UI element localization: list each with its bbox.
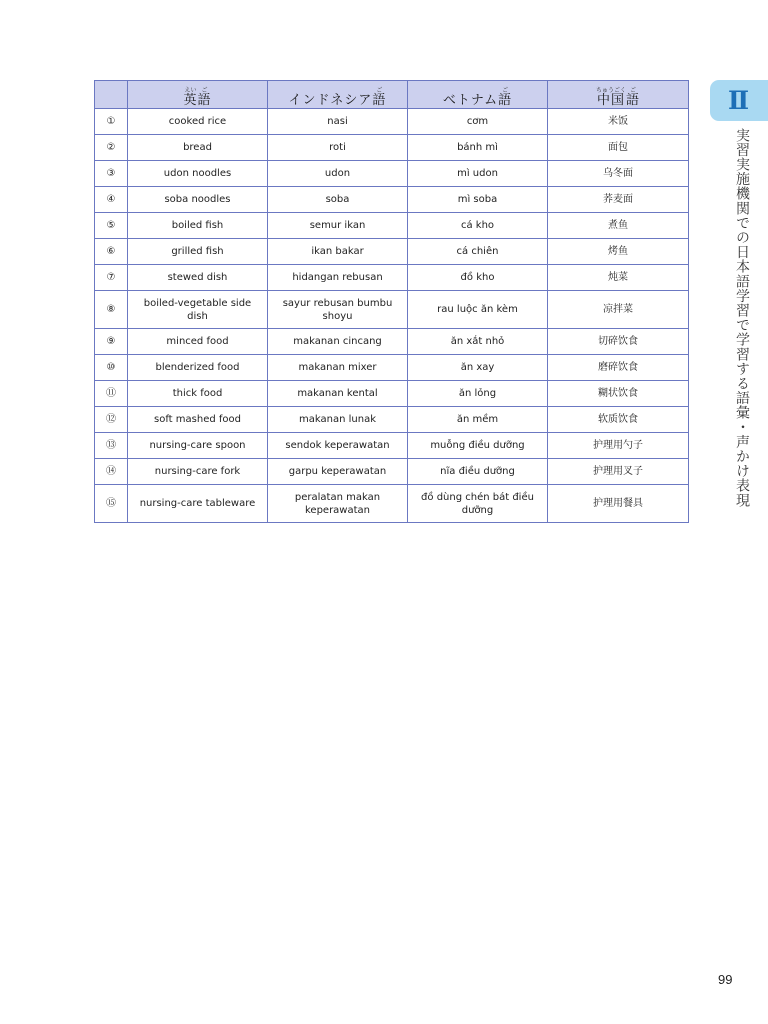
table-row [95,355,689,381]
table-row [95,135,689,161]
header-vietnamese-label: ベトナム [442,92,499,108]
cell-chinese: 软质饮食 [548,407,689,433]
vocabulary-table [94,80,689,523]
header-indonesian-go: 語 [372,92,387,108]
cell-indonesian: ikan bakar [268,239,408,265]
cell-indonesian: peralatan makan keperawatan [268,485,408,523]
cell-english: blenderized food [128,355,268,381]
cell-chinese: 荞麦面 [548,187,689,213]
header-chinese-go: 語 [626,92,641,108]
table-row [95,265,689,291]
table-row [95,161,689,187]
row-number: ⑧ [95,291,128,329]
cell-indonesian: soba [268,187,408,213]
chapter-tab [710,80,768,121]
cell-english: nursing-care tableware [128,485,268,523]
cell-chinese: 炖菜 [548,265,689,291]
cell-vietnamese: ăn mềm [408,407,548,433]
cell-english: stewed dish [128,265,268,291]
cell-indonesian: sendok keperawatan [268,433,408,459]
row-number: ⑫ [95,407,128,433]
cell-chinese: 切碎饮食 [548,329,689,355]
cell-vietnamese: đồ kho [408,265,548,291]
header-chinese [548,81,689,109]
cell-chinese: 面包 [548,135,689,161]
cell-vietnamese: cá chiên [408,239,548,265]
cell-indonesian: makanan lunak [268,407,408,433]
table-row [95,213,689,239]
header-english-char-1: 英 [183,92,198,108]
row-number: ⑨ [95,329,128,355]
table-row [95,485,689,523]
cell-chinese: 护理用勺子 [548,433,689,459]
page-number: 99 [718,972,733,987]
cell-chinese: 糊状饮食 [548,381,689,407]
header-english-char-2: 語 [197,92,212,108]
row-number: ⑩ [95,355,128,381]
cell-english: minced food [128,329,268,355]
cell-chinese: 米饭 [548,109,689,135]
header-vietnamese [408,81,548,109]
cell-vietnamese: nĩa điều dưỡng [408,459,548,485]
cell-chinese: 烤鱼 [548,239,689,265]
cell-indonesian: semur ikan [268,213,408,239]
cell-vietnamese: rau luộc ăn kèm [408,291,548,329]
table-row [95,407,689,433]
header-chinese-chars: 中国 [596,92,625,108]
row-number: ④ [95,187,128,213]
header-indonesian-label: インドネシア [288,92,373,108]
row-number: ⑮ [95,485,128,523]
header-vietnamese-go: 語 [498,92,513,108]
table-row [95,381,689,407]
cell-vietnamese: ăn xay [408,355,548,381]
cell-vietnamese: ăn xắt nhỏ [408,329,548,355]
ruby-reading: ご [502,86,509,94]
chapter-title: 実習実施機関での日本語学習で学習する語彙・声かけ表現 [734,128,750,508]
cell-english: bread [128,135,268,161]
table-row [95,187,689,213]
ruby-reading: ご [201,86,208,94]
cell-vietnamese: mì udon [408,161,548,187]
ruby-reading: ご [376,86,383,94]
cell-chinese: 护理用餐具 [548,485,689,523]
cell-english: thick food [128,381,268,407]
cell-indonesian: roti [268,135,408,161]
cell-chinese: 磨碎饮食 [548,355,689,381]
header-number [95,81,128,109]
cell-indonesian: nasi [268,109,408,135]
cell-vietnamese: muỗng điều dưỡng [408,433,548,459]
row-number: ① [95,109,128,135]
ruby-reading: ご [630,86,637,94]
cell-indonesian: garpu keperawatan [268,459,408,485]
table-row [95,291,689,329]
cell-indonesian: hidangan rebusan [268,265,408,291]
header-row [95,81,689,109]
cell-english: udon noodles [128,161,268,187]
table-row [95,109,689,135]
table-body [95,109,689,523]
cell-english: soba noodles [128,187,268,213]
cell-vietnamese: cá kho [408,213,548,239]
row-number: ⑥ [95,239,128,265]
row-number: ③ [95,161,128,187]
cell-english: grilled fish [128,239,268,265]
row-number: ⑦ [95,265,128,291]
cell-indonesian: makanan kental [268,381,408,407]
row-number: ⑪ [95,381,128,407]
cell-chinese: 护理用叉子 [548,459,689,485]
ruby-reading: えい [184,86,197,94]
cell-chinese: 凉拌菜 [548,291,689,329]
table-row [95,433,689,459]
header-english [128,81,268,109]
cell-indonesian: udon [268,161,408,187]
ruby-reading: ちゅうごく [595,86,626,94]
cell-vietnamese: cơm [408,109,548,135]
row-number: ⑬ [95,433,128,459]
cell-vietnamese: ăn lỏng [408,381,548,407]
cell-vietnamese: mì soba [408,187,548,213]
row-number: ② [95,135,128,161]
header-indonesian [268,81,408,109]
cell-chinese: 煮鱼 [548,213,689,239]
cell-indonesian: makanan mixer [268,355,408,381]
table-row [95,329,689,355]
cell-chinese: 乌冬面 [548,161,689,187]
row-number: ⑤ [95,213,128,239]
cell-english: boiled-vegetable side dish [128,291,268,329]
cell-english: nursing-care spoon [128,433,268,459]
chapter-numeral: Ⅱ [728,86,749,115]
table-row [95,459,689,485]
cell-english: cooked rice [128,109,268,135]
table-row [95,239,689,265]
cell-english: soft mashed food [128,407,268,433]
row-number: ⑭ [95,459,128,485]
cell-english: boiled fish [128,213,268,239]
cell-indonesian: makanan cincang [268,329,408,355]
cell-indonesian: sayur rebusan bumbu shoyu [268,291,408,329]
cell-vietnamese: đồ dùng chén bát điều dưỡng [408,485,548,523]
cell-english: nursing-care fork [128,459,268,485]
table-header [95,81,689,109]
cell-vietnamese: bánh mì [408,135,548,161]
